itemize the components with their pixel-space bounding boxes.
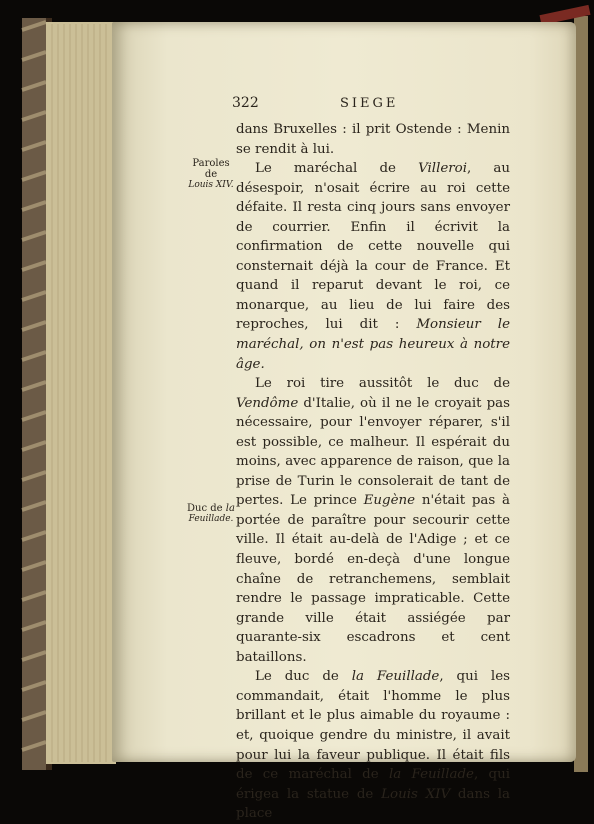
page-number: 322 [232, 95, 259, 111]
text-run: Le duc de [255, 669, 352, 685]
margin-note-line: Louis XIV. [188, 180, 234, 190]
text-run-italic: Eugène [363, 493, 416, 509]
text-run: , qui les commandait, était l'homme le plus brillant et le plus aimable du royaume : et, quoique gendre du ministre, il avait pour lui la faveur publique. Il était fils de ce maréchal de [236, 669, 511, 783]
text-run-italic: Vendôme [236, 395, 299, 411]
text-run-italic: Monsieur le maréchal, on n'est pas heureux à notre âge. [236, 317, 510, 372]
page-edges-stack [46, 22, 116, 764]
text-run: dans la place [236, 786, 510, 822]
text-run: d'Italie, où il ne le croyait pas nécessaire, pour l'envoyer réparer, s'il est possible, ce malheur. Il espérait du moins, avec apparence de raison, que la prise de Turin le consolerait de tant de pertes. Le prince [236, 395, 510, 509]
book-right-edge [574, 16, 588, 772]
margin-note-line: de [204, 169, 218, 180]
marbled-cover-edge [22, 18, 46, 770]
text-run-italic: Villeroi [418, 161, 468, 177]
text-run-italic: la Feuillade [388, 767, 474, 783]
page-header [232, 95, 492, 115]
margin-note-paroles [186, 158, 236, 191]
text-run: , au désespoir, n'osait écrire au roi cette défaite. Il resta cinq jours sans envoyer de courrier. Enfin il écrivit la confirmation de cette nouvelle qui consternait déjà la cour de France. Et quand il reparut devant le roi, ce monarque, au lieu de lui faire des reproches, lui dit : [236, 161, 510, 333]
margin-note-duc [184, 503, 238, 525]
paragraph-1: dans Bruxelles : il prit Ostende : Menin se rendit à lui. [236, 122, 510, 157]
text-run: n'était pas à portée de paraître pour secourir cette ville. Il était au-delà de l'Adige ; et ce fleuve, bordé en-deçà d'une longue chaîne de retranchemens, semblait rendre le passage impraticable. Cette grande ville était assiégée par quarante-six escadrons et cent bataillons. [236, 493, 510, 665]
margin-note-line [184, 503, 238, 514]
margin-note-line: Feuillade. [188, 514, 234, 524]
text-run: Le roi tire aussitôt le duc de [255, 376, 510, 392]
running-head: SIEGE [340, 96, 399, 111]
text-run: Le maréchal de [255, 161, 419, 177]
text-run: , qui érigea la statue de [236, 767, 510, 802]
page-body-text [236, 120, 510, 824]
margin-note-text: Duc de [187, 503, 226, 514]
margin-note-text: la [225, 503, 235, 514]
paragraph-4 [236, 667, 510, 823]
text-run-italic: la Feuillade [351, 669, 440, 685]
text-run-italic: Louis XIV [381, 786, 451, 802]
margin-note-line: Paroles [192, 158, 230, 169]
paragraph-2 [236, 159, 510, 374]
paragraph-3 [236, 374, 510, 667]
